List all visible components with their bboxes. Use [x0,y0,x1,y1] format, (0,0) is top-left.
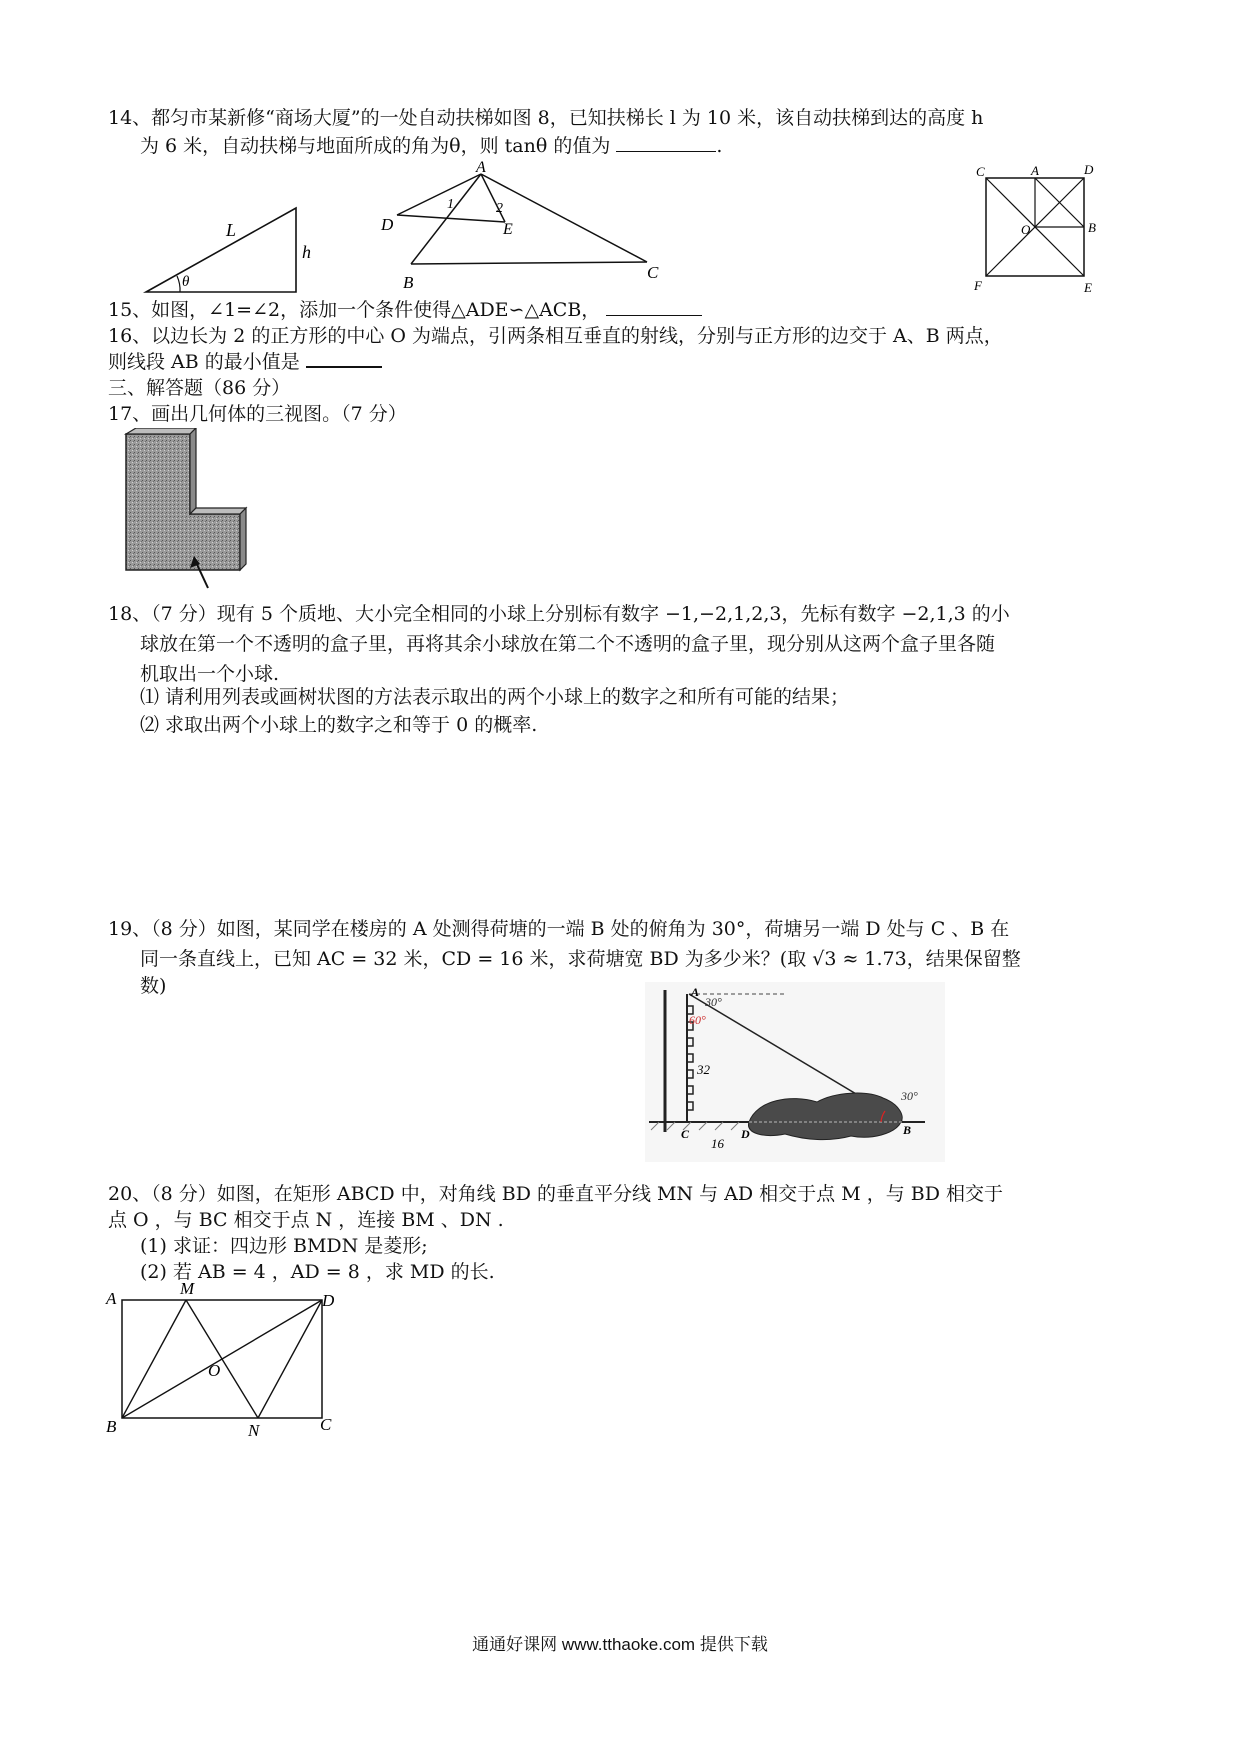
rectangle-figure [100,1280,350,1440]
segment-DN [258,1300,322,1418]
q14-line1: 14、都匀市某新修“商场大厦”的一处自动扶梯如图 8，已知扶梯长 l 为 10 米，该自动扶梯到达的高度 h [108,107,984,129]
segment-AB [411,174,481,264]
label-E: E [1084,280,1092,295]
q20-part2: (2) 若 AB = 4 ，AD = 8 ，求 MD 的长. [140,1261,495,1283]
theta-arc [177,276,180,292]
footer-source: 通通好课网 www.tthaoke.com 提供下载 [472,1635,768,1654]
q18-part1: ⑴ 请利用列表或画树状图的方法表示取出的两个小球上的数字之和所有可能的结果； [140,686,850,708]
label-C: C [681,1127,690,1141]
solid-top-face [126,428,196,434]
label-B: B [403,273,414,290]
q14-line2: 为 6 米，自动扶梯与地面所成的角为θ，则 tanθ 的值为 . [140,135,723,157]
label-O: O [208,1361,221,1380]
q19-line1: 19、（8 分）如图，某同学在楼房的 A 处测得荷塘的一端 B 处的俯角为 30°，荷塘另一端 D 处与 C 、B 在 [108,918,1010,940]
label-angle-30-B: 30° [901,1089,918,1103]
q15-answer-blank [606,315,702,316]
escalator-triangle [146,208,296,292]
q15-text: 15、如图，∠1=∠2，添加一个条件使得△ADE∽△ACB， [108,299,601,321]
segment-BM [122,1300,186,1418]
segment-AC [481,174,647,262]
q19-line2: 同一条直线上，已知 AC = 32 米，CD = 16 米，求荷塘宽 BD 为多少米？(取 √3 ≈ 1.73，结果保留整 [140,948,1021,970]
label-E: E [503,221,513,238]
q18-line3: 机取出一个小球. [140,663,280,685]
label-h: h [302,242,311,262]
label-L: L [226,220,237,240]
solid-step-top [190,508,246,514]
q14-line2-text: 为 6 米，自动扶梯与地面所成的角为θ，则 tanθ 的值为 [140,135,611,157]
label-O: O [1021,222,1031,237]
label-A: A [1031,163,1039,178]
escalator-figure [140,200,330,300]
label-angle-2: 2 [496,201,503,216]
q16-line1: 16、以边长为 2 的正方形的中心 O 为端点，引两条相互垂直的射线，分别与正方形的边交于 A、B 两点， [108,325,1003,347]
solid-side-face [190,428,196,514]
q16-line2-text: 则线段 AB 的最小值是 [108,351,300,373]
segment-DE [397,215,505,222]
solid-front-face [126,434,240,570]
label-M: M [180,1280,195,1298]
label-D: D [381,215,394,234]
label-B: B [903,1123,912,1137]
segment-MN [186,1300,258,1418]
q18-line1: 18、（7 分）现有 5 个质地、大小完全相同的小球上分别标有数字 −1,−2,1,2,3，先标有数字 −2,1,3 的小 [108,603,1010,625]
section-3-heading: 三、解答题（86 分） [108,377,291,399]
q16-line2 [108,348,382,376]
q14-answer-blank [616,151,716,152]
label-angle-60: 60° [689,1013,706,1027]
q18-part2: ⑵ 求取出两个小球上的数字之和等于 0 的概率. [140,714,538,736]
segment-BC [411,262,647,264]
label-F: F [974,278,982,293]
label-A: A [106,1289,117,1308]
label-A: A [691,985,700,999]
label-N: N [248,1421,260,1440]
label-C: C [320,1415,332,1434]
label-D: D [741,1127,750,1141]
label-C: C [647,263,659,282]
q20-line1: 20、（8 分）如图，在矩形 ABCD 中，对角线 BD 的垂直平分线 MN 与 AD 相交于点 M ，与 BD 相交于 [108,1183,1003,1205]
label-angle-30-top: 30° [705,995,722,1009]
label-A: A [476,160,486,176]
label-B: B [106,1417,117,1436]
label-theta: θ [182,274,190,290]
segment-AD [397,174,481,215]
q20-part1: (1) 求证：四边形 BMDN 是菱形; [140,1235,428,1257]
q19-line3: 数) [140,975,167,997]
q20-line2: 点 O ，与 BC 相交于点 N ，连接 BM 、DN . [108,1209,504,1231]
q18-line2: 球放在第一个不透明的盒子里，再将其余小球放在第二个不透明的盒子里，现分别从这两个盒子里各随 [140,633,996,655]
building-pond-figure [645,982,945,1162]
label-B: B [1088,220,1096,235]
label-D: D [1084,162,1094,177]
label-height-32: 32 [697,1062,710,1077]
q17: 17、画出几何体的三视图。（7 分） [108,403,407,425]
square-figure [964,160,1114,300]
solid-right-face [240,508,246,570]
label-C: C [976,164,985,179]
label-angle-1: 1 [447,197,454,212]
solid-figure [118,428,248,593]
q16-answer-blank [306,366,382,368]
label-length-16: 16 [711,1136,724,1151]
label-D: D [322,1291,335,1310]
q15 [108,296,702,324]
similar-triangles-figure [375,160,675,290]
